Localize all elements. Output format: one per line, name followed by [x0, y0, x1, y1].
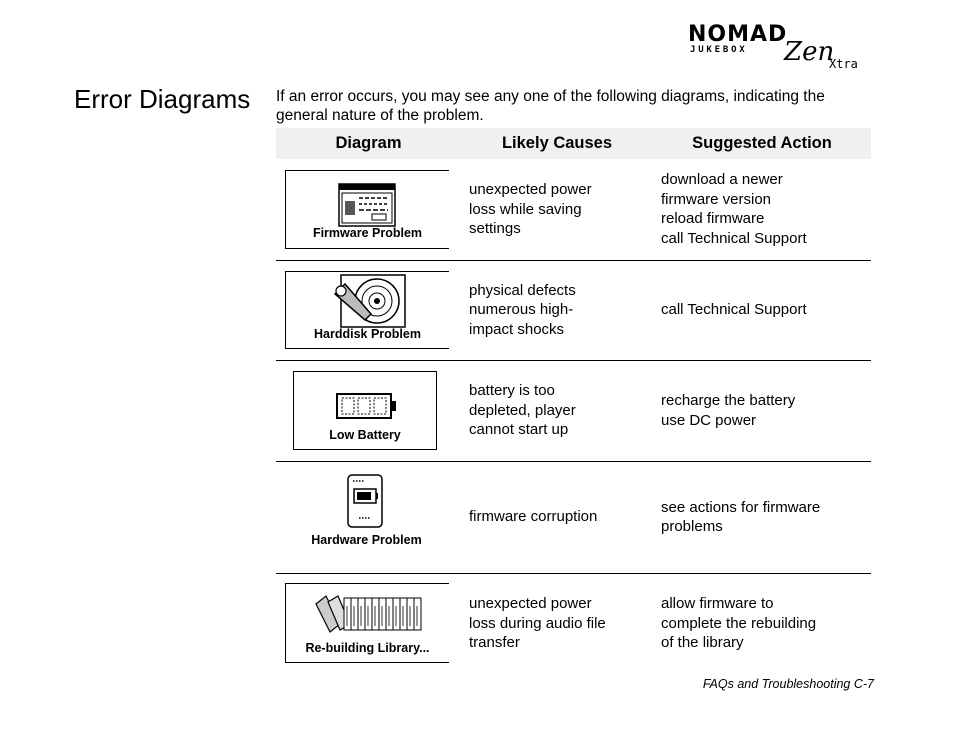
hardware-problem-diagram	[285, 472, 448, 562]
likely-cause-text: firmware corruption	[469, 508, 598, 526]
page-footer: FAQs and Troubleshooting C-7	[702, 677, 874, 691]
suggested-action-text: download a newer firmware version reload firmware call Technical Support	[661, 171, 807, 247]
logo-jukebox-text: JUKEBOX	[690, 45, 748, 55]
suggested-action-cell	[653, 573, 871, 673]
library-books-icon	[314, 594, 428, 634]
likely-cause-text: unexpected power loss while saving settings	[469, 181, 592, 237]
page-title: Error Diagrams	[74, 84, 251, 114]
diagram-cell	[276, 159, 461, 260]
logo-xtra-text: Xtra	[829, 57, 858, 71]
diagram-cell	[276, 260, 461, 360]
harddisk-problem-diagram	[285, 271, 449, 349]
diagram-label: Hardware Problem	[311, 532, 422, 547]
logo-zen-text: Zen	[784, 37, 835, 67]
firmware-problem-diagram	[285, 170, 449, 249]
diagram-label: Firmware Problem	[312, 226, 423, 241]
table-row	[276, 461, 871, 573]
column-header-diagram: Diagram	[276, 128, 461, 159]
likely-cause-cell	[461, 461, 653, 573]
diagram-cell	[276, 461, 461, 573]
diagram-cell	[276, 573, 461, 673]
column-header-likely-causes: Likely Causes	[461, 128, 653, 159]
likely-cause-text: battery is too depleted, player cannot start up	[469, 382, 576, 439]
likely-cause-text: physical defects numerous high- impact shocks	[469, 281, 576, 338]
table-row	[276, 159, 871, 260]
table-header-row	[276, 128, 871, 159]
column-header-suggested-action: Suggested Action	[653, 128, 871, 159]
suggested-action-cell	[653, 360, 871, 461]
suggested-action-text: call Technical Support	[661, 301, 807, 319]
player-device-icon	[347, 474, 383, 528]
likely-cause-text: unexpected power loss during audio file transfer	[469, 595, 606, 651]
suggested-action-cell	[653, 260, 871, 360]
nomad-jukebox-zen-xtra-logo	[688, 24, 868, 74]
logo-nomad-text: NOMAD	[688, 22, 788, 47]
intro-paragraph: If an error occurs, you may see any one of the following diagrams, indicating the general nature of the problem.	[276, 88, 825, 124]
battery-icon	[336, 392, 398, 420]
diagram-label: Harddisk Problem	[314, 326, 421, 341]
rebuilding-library-diagram	[285, 583, 449, 663]
suggested-action-text: allow firmware to complete the rebuilding of the library	[661, 595, 817, 651]
firmware-icon	[338, 183, 396, 227]
low-battery-diagram	[293, 371, 437, 450]
table-row	[276, 360, 871, 461]
table-row	[276, 573, 871, 673]
harddisk-icon	[331, 274, 409, 330]
suggested-action-text: recharge the battery use DC power	[661, 392, 796, 429]
suggested-action-text: see actions for firmware problems	[661, 498, 821, 535]
diagram-label: Low Battery	[329, 427, 401, 442]
suggested-action-cell	[653, 461, 871, 573]
diagram-label: Re-building Library...	[305, 640, 430, 655]
table-row	[276, 260, 871, 360]
likely-cause-cell	[461, 260, 653, 360]
likely-cause-cell	[461, 360, 653, 461]
likely-cause-cell	[461, 573, 653, 673]
suggested-action-cell	[653, 159, 871, 260]
diagram-cell	[276, 360, 461, 461]
likely-cause-cell	[461, 159, 653, 260]
error-diagrams-table	[276, 128, 871, 673]
